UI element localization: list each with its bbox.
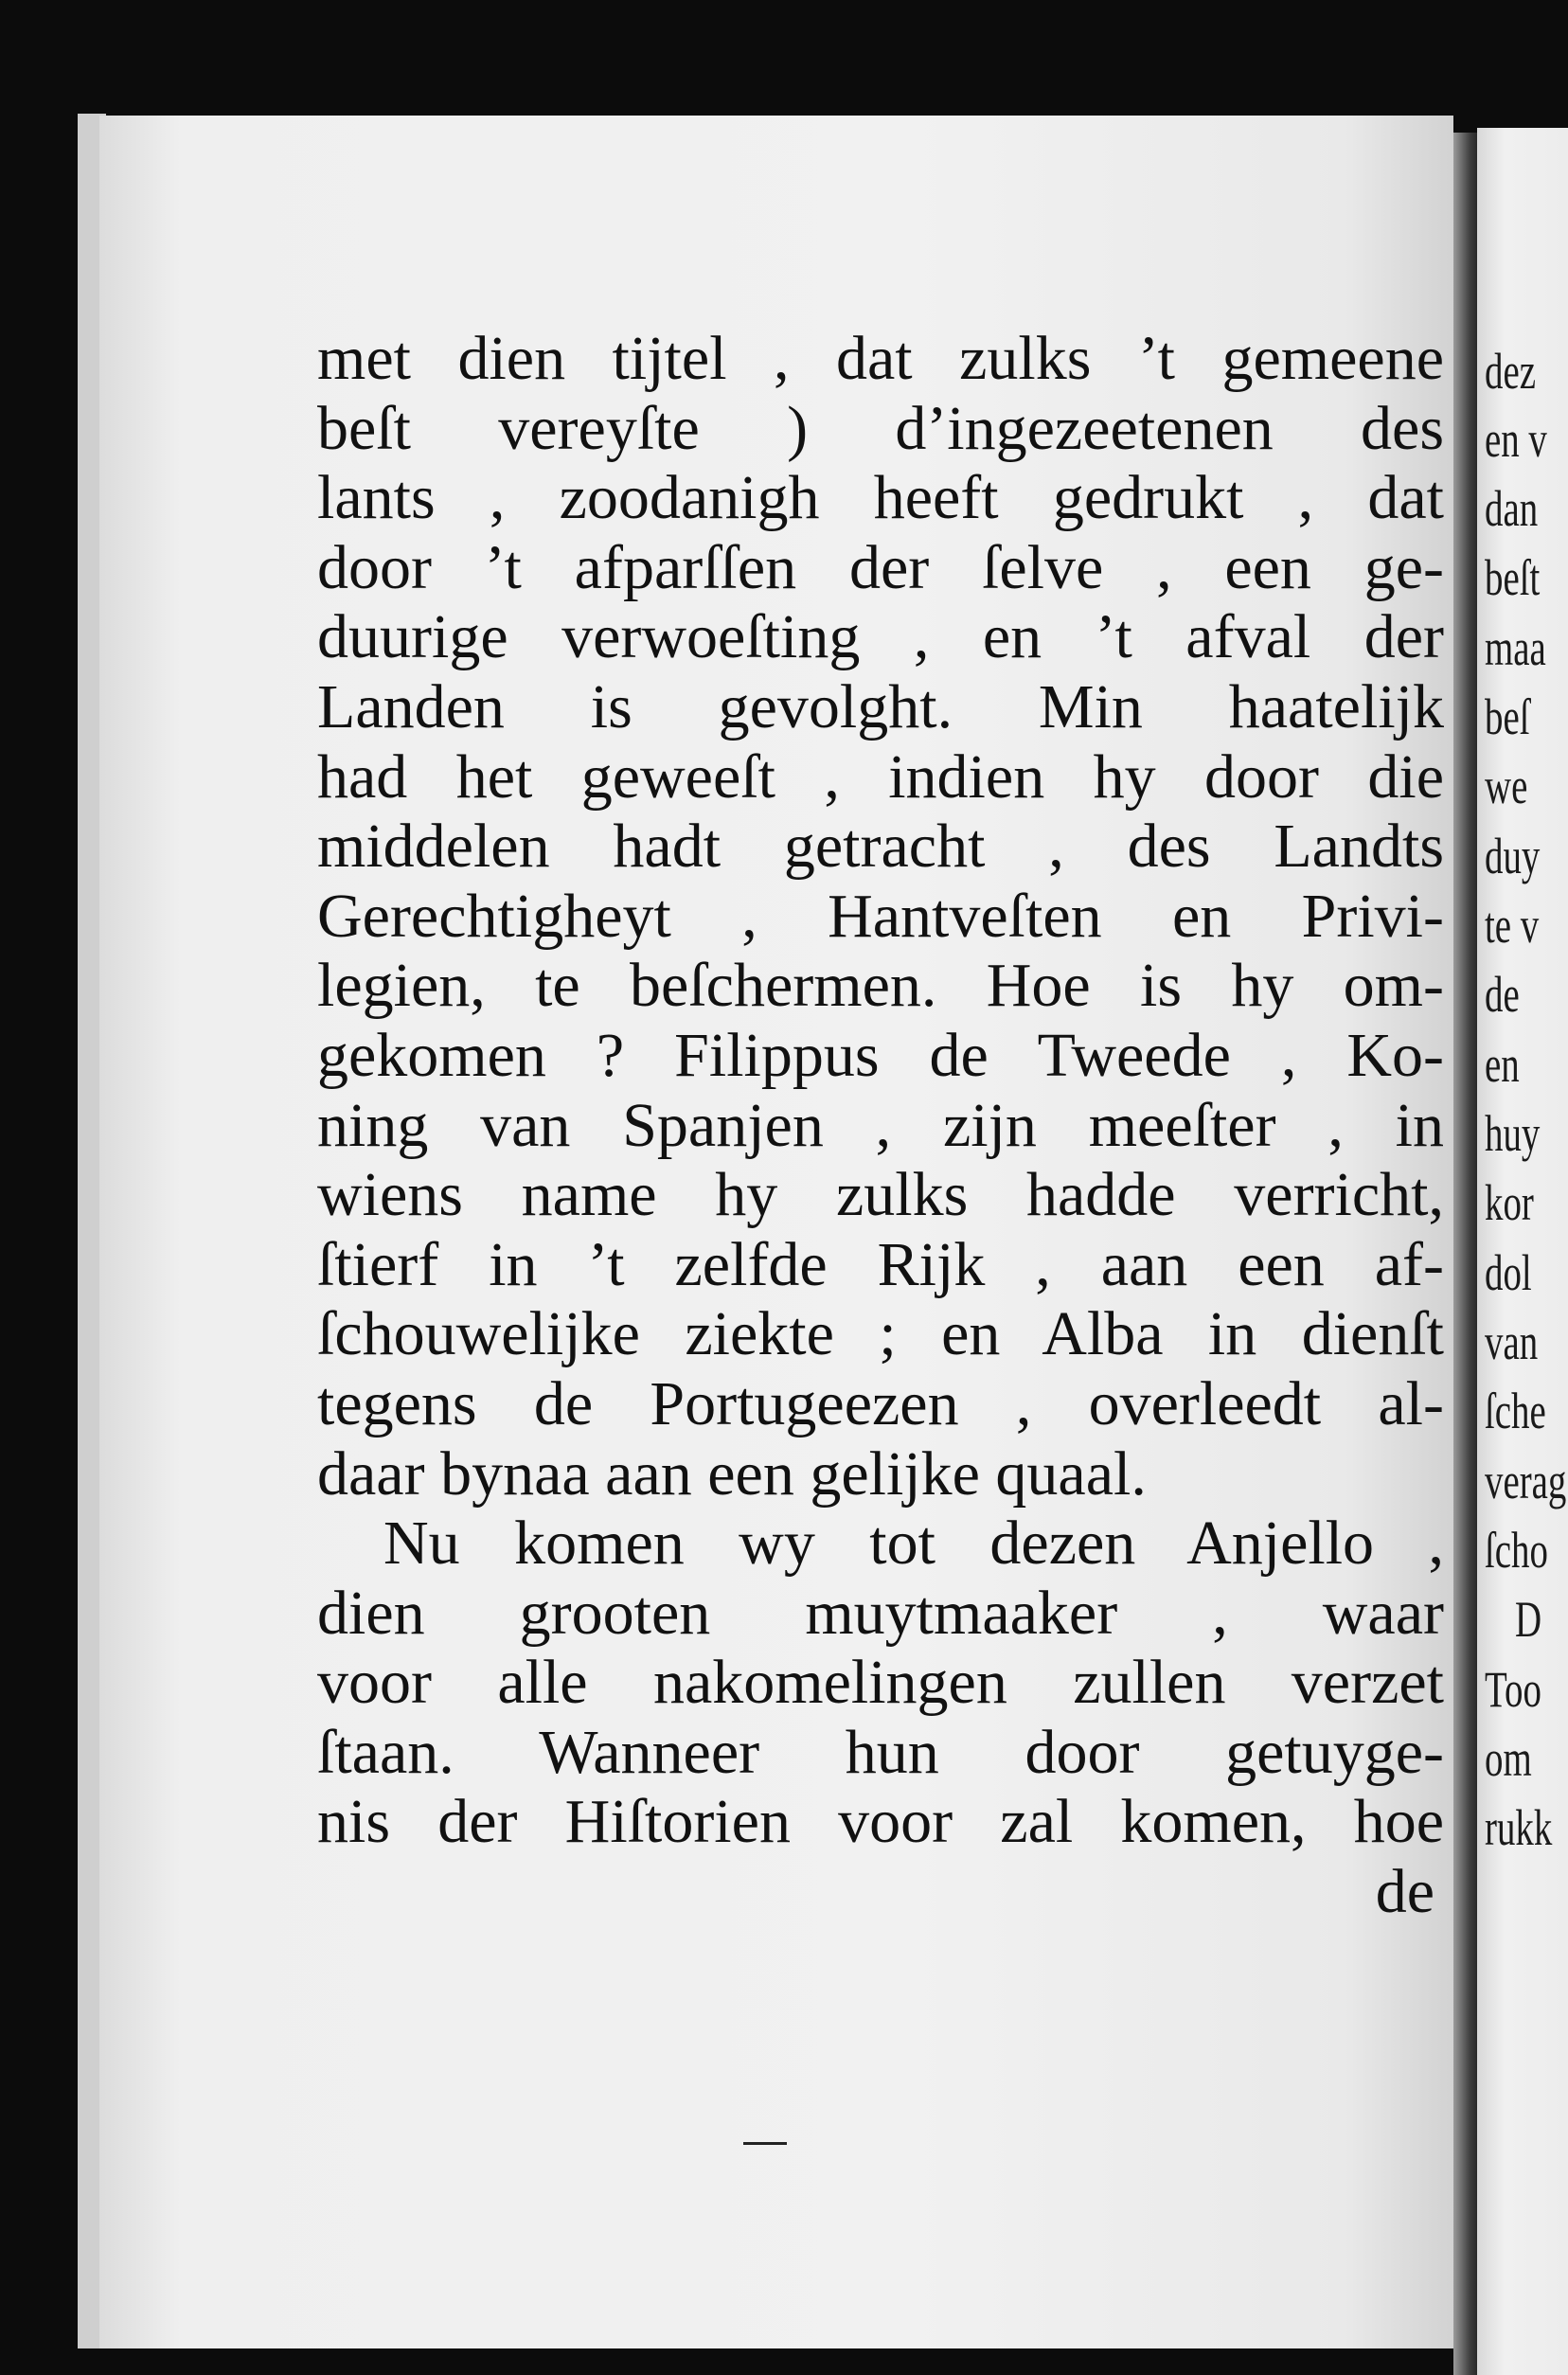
text-line: daar bynaa aan een gelijke quaal. (317, 1438, 1147, 1509)
facing-page-fragment: dez (1485, 343, 1536, 400)
facing-page-fragment: en (1485, 1036, 1520, 1093)
book-page (99, 116, 1453, 2348)
text-line: wiens name hy zulks hadde verricht, (317, 1160, 1444, 1230)
facing-page-fragment: van (1485, 1313, 1539, 1370)
text-line: nis der Hiſtorien voor zal komen, hoe (317, 1787, 1444, 1857)
facing-page-fragment: D (1515, 1591, 1542, 1648)
text-line: Landen is gevolght. Min haatelijk (317, 671, 1444, 741)
text-line: door ’t afparſſen der ſelve , een ge- (317, 532, 1444, 602)
text-line: middelen hadt getracht , des Landts (317, 812, 1444, 882)
page-dash (743, 2142, 787, 2145)
text-line: ning van Spanjen , zijn meeſter , in (317, 1090, 1444, 1160)
text-line: gekomen ? Filippus de Tweede , Ko- (317, 1020, 1444, 1090)
facing-page-fragment: kor (1485, 1174, 1534, 1231)
facing-page-fragment: duy (1485, 828, 1541, 884)
facing-page-fragment: dan (1485, 480, 1539, 537)
text-line: beſt vereyſte ) d’ingezeetenen des (317, 393, 1444, 463)
facing-page-fragment: huy (1485, 1105, 1541, 1162)
facing-page-fragment: en v (1485, 411, 1547, 468)
page-text (317, 324, 1444, 1927)
text-line: ſtierf in ’t zelfde Rijk , aan een af- (317, 1229, 1444, 1299)
facing-page-fragment: beſ (1485, 688, 1530, 745)
text-line: ſchouwelijke ziekte ; en Alba in dienſt (317, 1299, 1444, 1369)
facing-page-fragment: beſt (1485, 549, 1541, 606)
facing-page-fragment: ſche (1485, 1383, 1546, 1439)
text-line: voor alle nakomelingen zullen verzet (317, 1648, 1444, 1718)
text-line: had het geweeſt , indien hy door die (317, 741, 1444, 812)
facing-page-fragment: dol (1485, 1244, 1532, 1301)
facing-page-fragment: de (1485, 966, 1520, 1023)
facing-page (1477, 128, 1568, 2375)
text-line: legien, te beſchermen. Hoe is hy om- (317, 951, 1444, 1021)
text-line: met dien tijtel , dat zulks ’t gemeene (317, 324, 1444, 393)
text-line: Gerechtigheyt , Hantveſten en Privi- (317, 881, 1444, 951)
facing-page-fragment: te v (1485, 897, 1540, 954)
facing-page-fragment: rukk (1485, 1799, 1553, 1856)
text-line: ſtaan. Wanneer hun door getuyge- (317, 1717, 1444, 1787)
facing-page-fragment: ſcho (1485, 1522, 1548, 1579)
facing-page-fragment: we (1485, 758, 1528, 814)
text-line: lants , zoodanigh heeft gedrukt , dat (317, 463, 1444, 533)
paragraph-start-line: Nu komen wy tot dezen Anjello , (383, 1509, 1444, 1579)
facing-page-fragment: verag (1485, 1453, 1567, 1509)
facing-page-fragment: maa (1485, 619, 1546, 676)
facing-page-fragment: om (1485, 1730, 1532, 1787)
facing-page-fragment: Too (1485, 1661, 1541, 1718)
text-line: tegens de Portugeezen , overleedt al- (317, 1368, 1444, 1438)
text-line: dien grooten muytmaaker , waar (317, 1578, 1444, 1648)
catchword: de (1375, 1857, 1434, 1927)
text-line: duurige verwoeſting , en ’t afval der (317, 602, 1444, 672)
